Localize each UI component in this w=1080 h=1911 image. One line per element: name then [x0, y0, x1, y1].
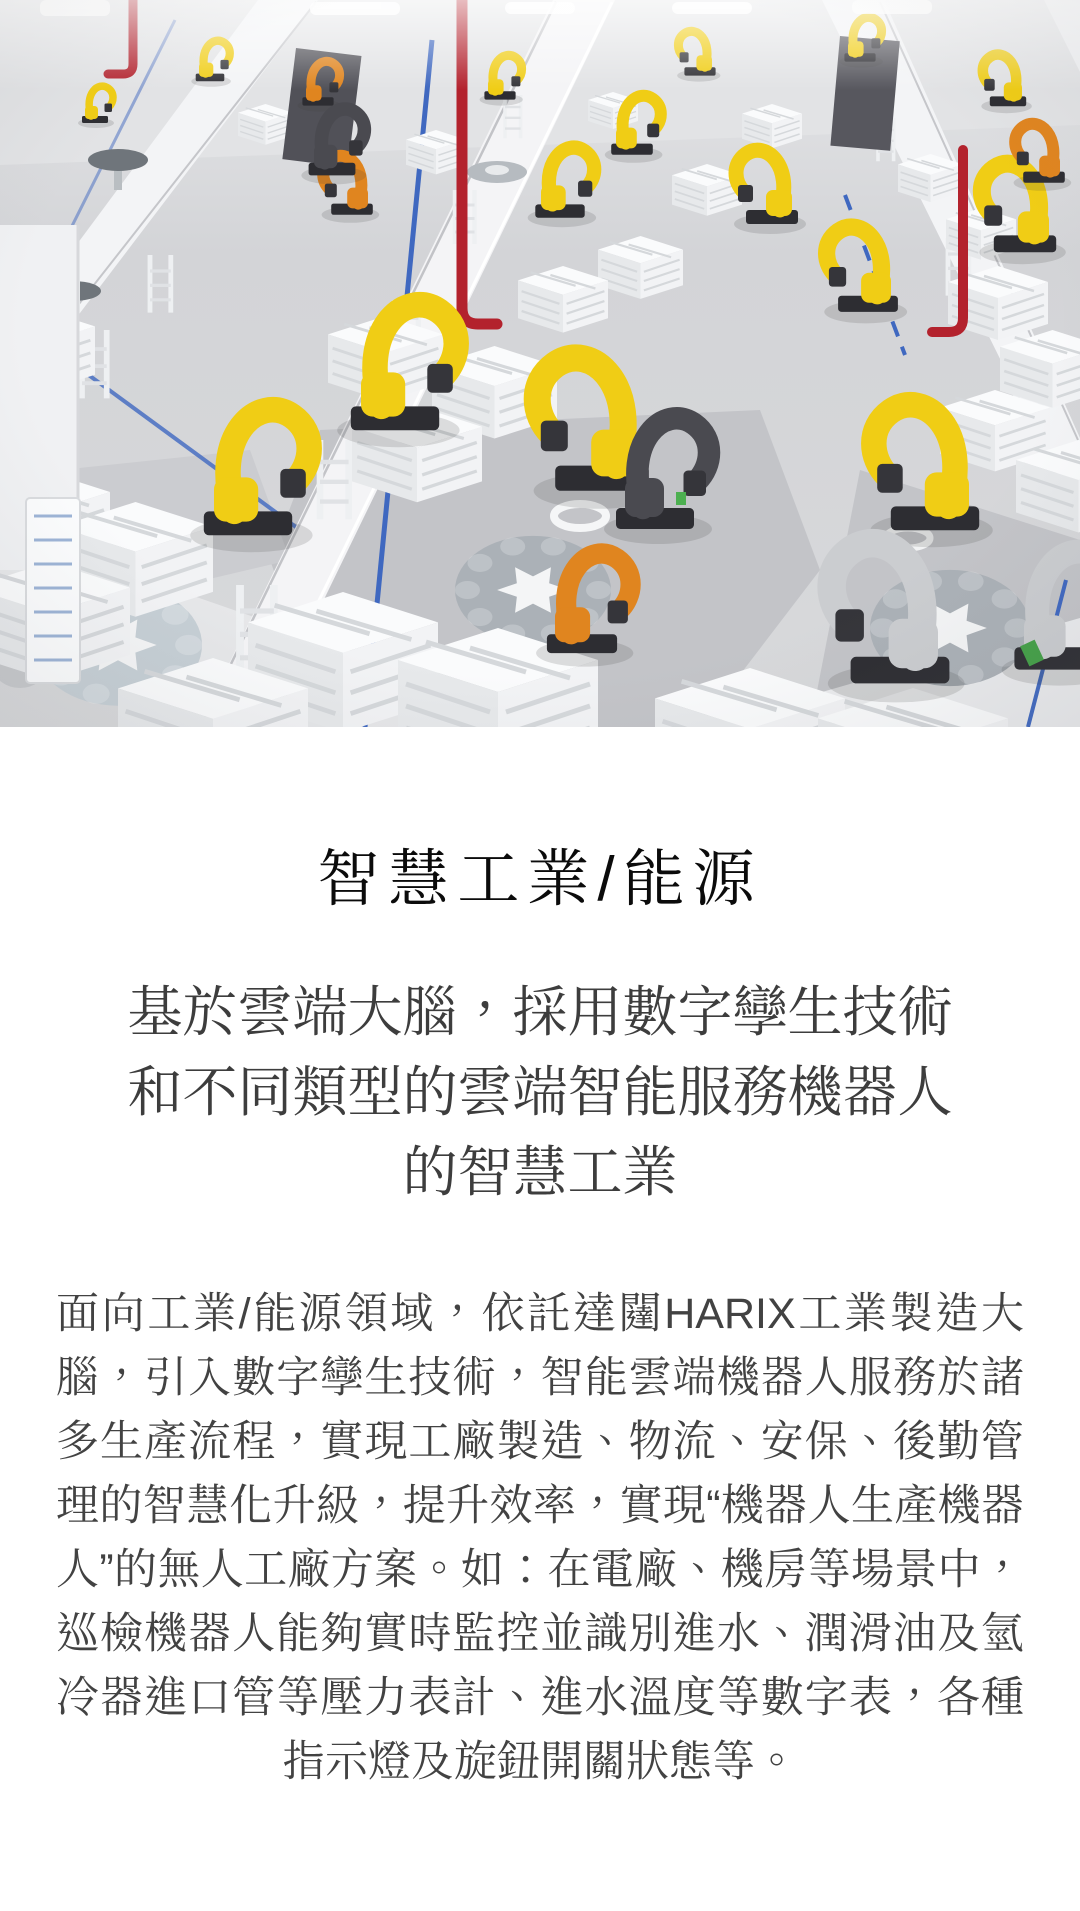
subtitle-line: 和不同類型的雲端智能服務機器人 [127, 1061, 953, 1124]
body-paragraph: 面向工業/能源領域，依託達闥HARIX工業製造大腦，引入數字孿生技術，智能雲端機器人服務於諸多生產流程，實現工廠製造、物流、安保、後勤管理的智慧化升級，提升效率，實現“機器人生產機器人”的無人工廠方案。如：在電廠、機房等場景中，巡檢機器人能夠實時監控並識別進水、潤滑油及氫冷器進口管等壓力表計、進水溫度等數字表，各種指示燈及旋鈕開關狀態等。 [56, 1290, 1024, 1787]
page-subtitle [70, 972, 1010, 1212]
subtitle-line: 基於雲端大腦，採用數字孿生技術 [127, 981, 953, 1044]
subtitle-line: 的智慧工業 [402, 1141, 678, 1204]
hero-factory-image [0, 0, 1080, 727]
page-title: 智慧工業/能源 [317, 845, 763, 914]
vignette [0, 0, 1080, 727]
content-section [0, 727, 1080, 1794]
factory-scene [0, 0, 1080, 727]
